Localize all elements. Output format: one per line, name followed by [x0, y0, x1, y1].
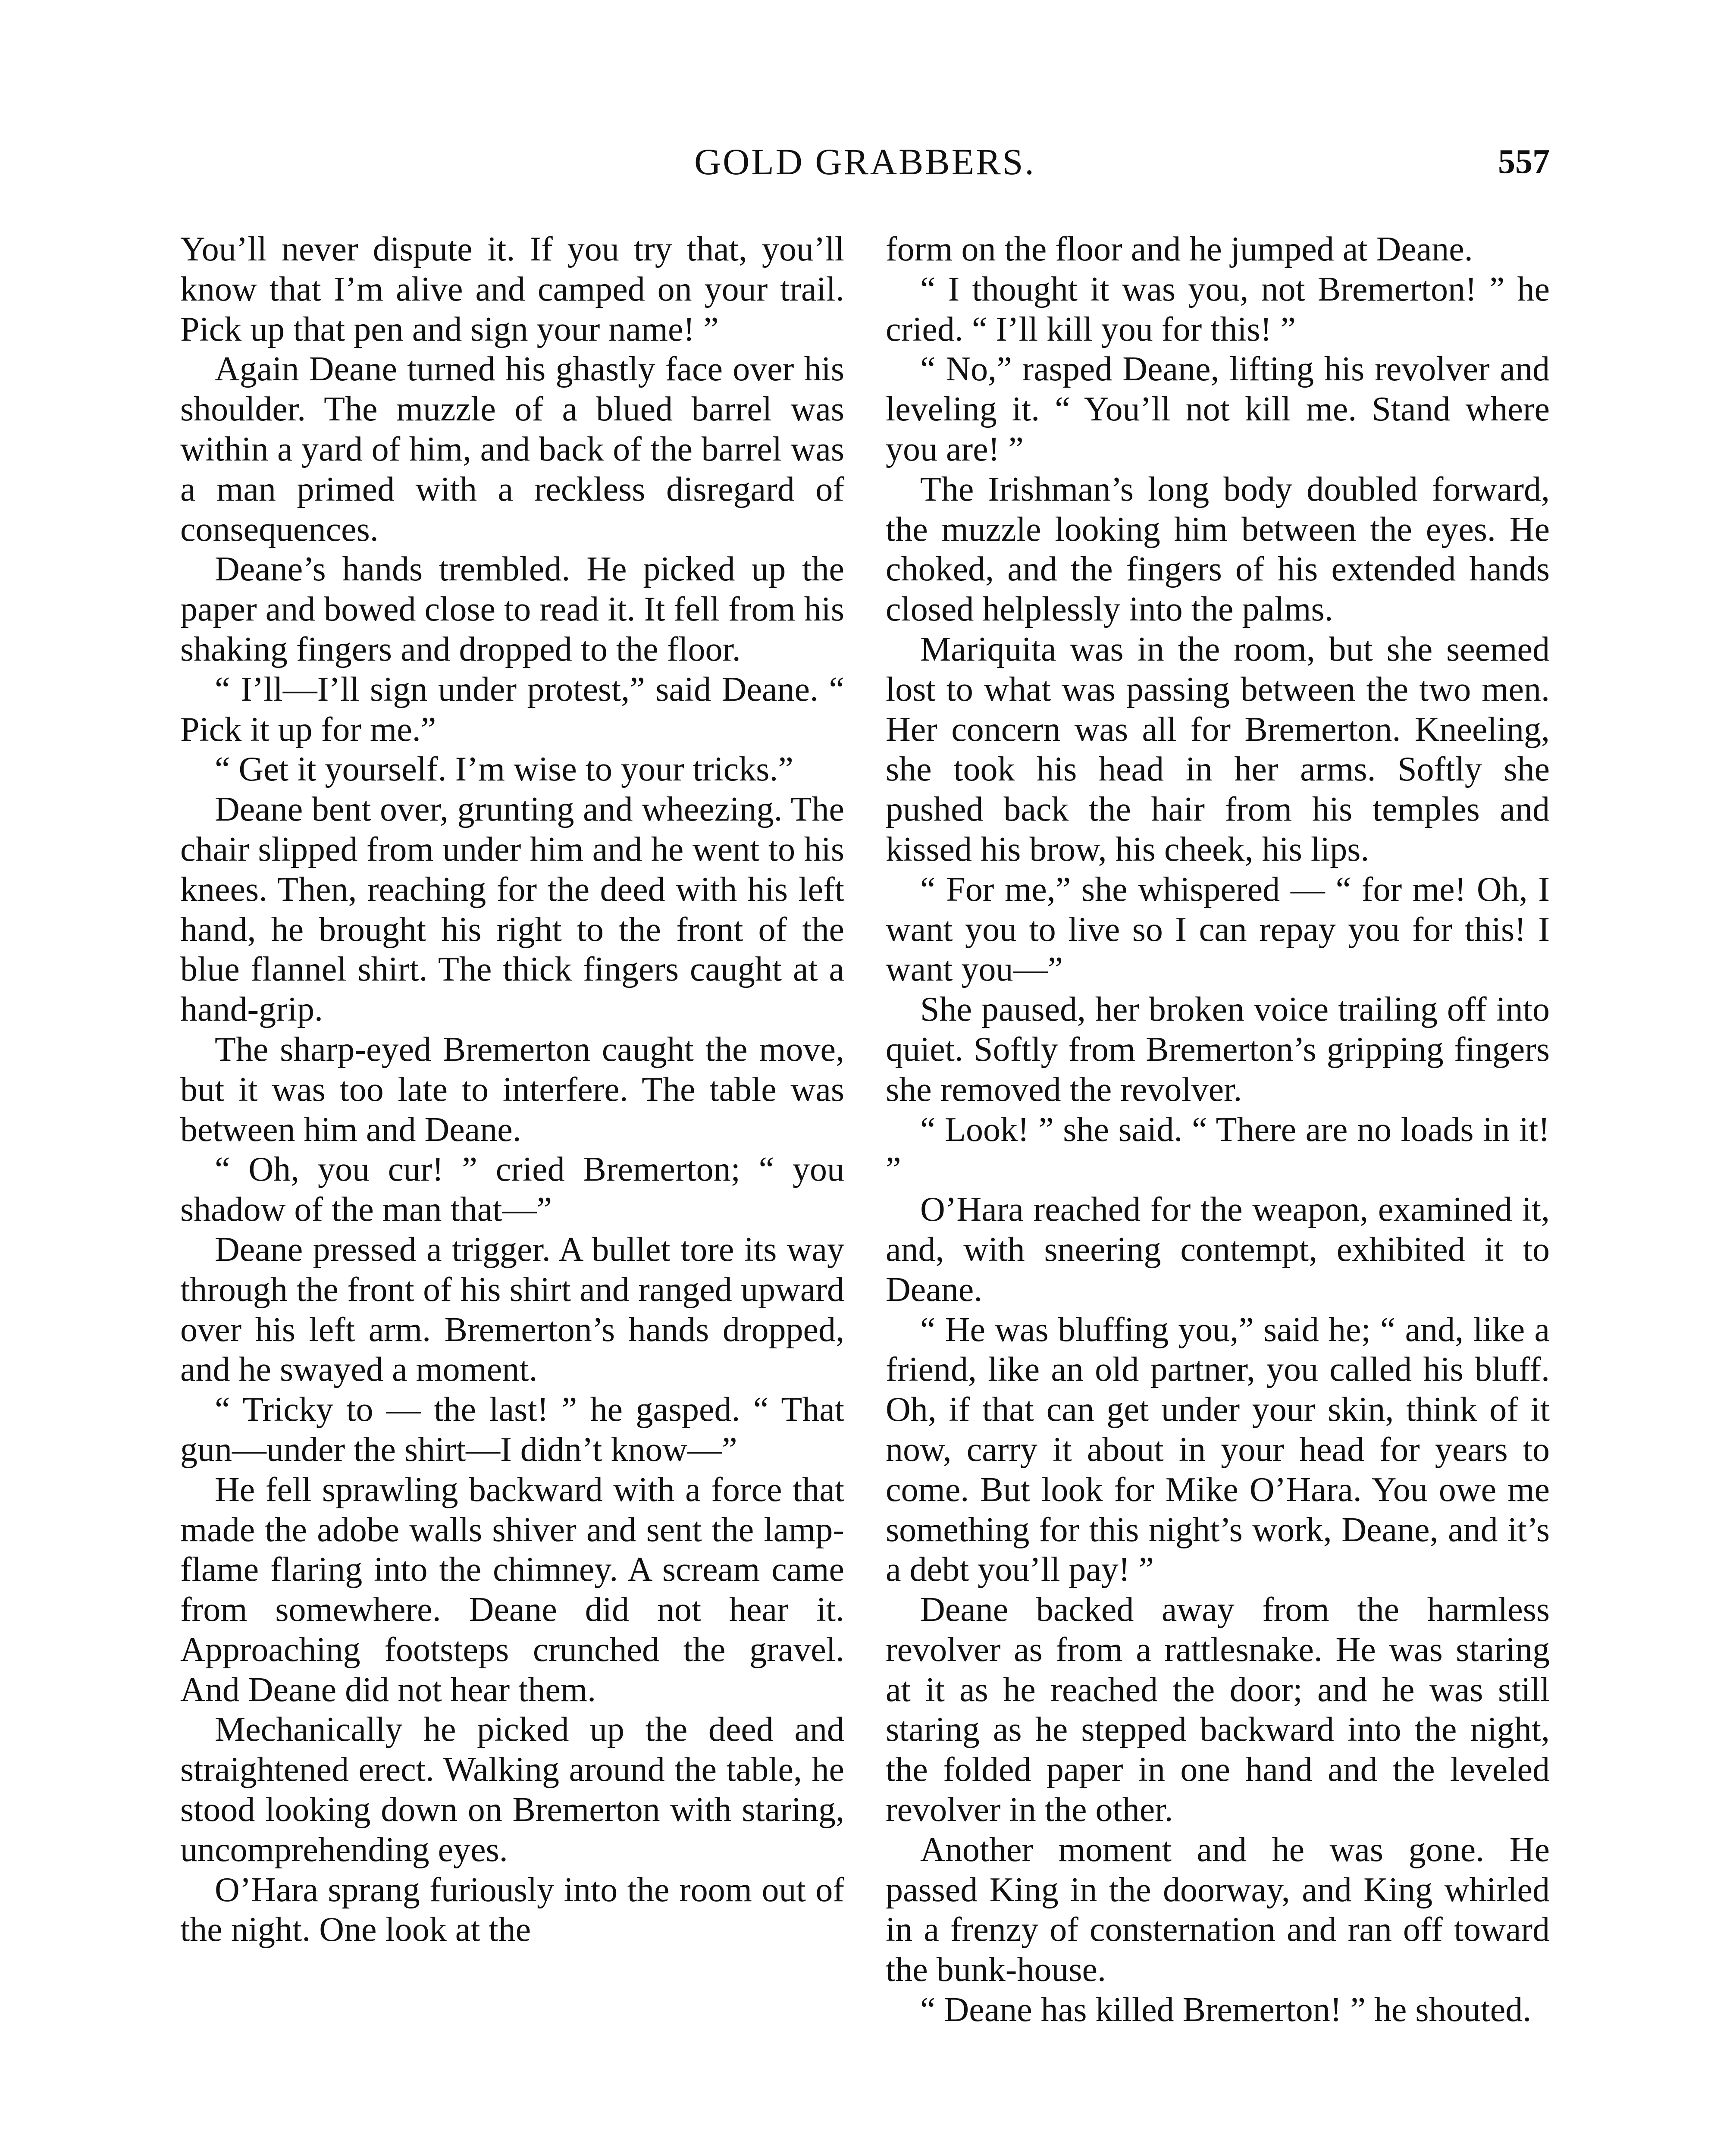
- paragraph: “ Tricky to — the last! ” he gasped. “ That gun—under the shirt—I didn’t know—”: [180, 1391, 844, 1469]
- paragraph: The sharp-eyed Bremerton caught the move, but it was too late to interfere. The table was between him and Deane.: [180, 1030, 844, 1149]
- paragraph: “ I thought it was you, not Bremerton! ” he cried. “ I’ll kill you for this! ”: [886, 270, 1550, 348]
- paragraph: “ Oh, you cur! ” cried Bremerton; “ you shadow of the man that—”: [180, 1150, 844, 1229]
- paragraph: Another moment and he was gone. He passed King in the doorway, and King whirled in a frenzy of consternation and ran off toward the bunk-house.: [886, 1830, 1550, 1989]
- paragraph: You’ll never dispute it. If you try that, you’ll know that I’m alive and camped on your trail. Pick up that pen and sign your name! ”: [180, 230, 844, 348]
- paragraph: “ Deane has killed Bremerton! ” he shouted.: [920, 1991, 1532, 2029]
- paragraph: “ I’ll—I’ll sign under protest,” said Deane. “ Pick it up for me.”: [180, 670, 844, 749]
- paragraph: Mechanically he picked up the deed and straightened erect. Walking around the table, he stood looking down on Bremerton with staring, uncomprehending eyes.: [180, 1711, 844, 1869]
- right-column: [886, 229, 1550, 2030]
- paragraph: The Irishman’s long body doubled forward, the muzzle looking him between the eyes. He choked, and the fingers of his extended hands closed helplessly into the palms.: [886, 470, 1550, 629]
- paragraph: Deane backed away from the harmless revolver as from a rattlesnake. He was staring at it as he reached the door; and he was still staring as he stepped backward into the night, the folded paper in one hand and the leveled revolver in the other.: [886, 1591, 1550, 1829]
- paragraph: “ Get it yourself. I’m wise to your tricks.”: [215, 750, 793, 789]
- left-column: [180, 229, 844, 1950]
- paragraph: He fell sprawling backward with a force that made the adobe walls shiver and sent the lamp-flame flaring into the chimney. A scream came from somewhere. Deane did not hear it. Approaching footsteps crunched the gravel. And Deane did not hear them.: [180, 1470, 844, 1709]
- paragraph: “ No,” rasped Deane, lifting his revolver and leveling it. “ You’ll not kill me. Stand where you are! ”: [886, 350, 1550, 468]
- paragraph: form on the floor and he jumped at Deane.: [886, 230, 1473, 268]
- page-number: 557: [1498, 143, 1550, 181]
- paragraph: She paused, her broken voice trailing off into quiet. Softly from Bremerton’s gripping fingers she removed the revolver.: [886, 990, 1550, 1109]
- paragraph: O’Hara reached for the weapon, examined it, and, with sneering contempt, exhibited it to Deane.: [886, 1191, 1550, 1309]
- paragraph: “ Look! ” she said. “ There are no loads in it! ”: [886, 1110, 1550, 1189]
- running-title: GOLD GRABBERS.: [694, 141, 1036, 182]
- paragraph: Mariquita was in the room, but she seemed lost to what was passing between the two men. Her concern was all for Bremerton. Kneeling, she took his head in her arms. Softly she pushed back the hair from his temples and kissed his brow, his cheek, his lips.: [886, 630, 1550, 868]
- paragraph: “ For me,” she whispered — “ for me! Oh, I want you to live so I can repay you for this! I want you—”: [886, 870, 1550, 989]
- paragraph: Deane bent over, grunting and wheezing. The chair slipped from under him and he went to his knees. Then, reaching for the deed with his left hand, he brought his right to the front of the blue flannel shirt. The thick fingers caught at a hand-grip.: [180, 790, 844, 1029]
- page-header: [180, 138, 1550, 185]
- paragraph: O’Hara sprang furiously into the room out of the night. One look at the: [180, 1871, 844, 1949]
- paragraph: Deane pressed a trigger. A bullet tore its way through the front of his shirt and ranged upward over his left arm. Bremerton’s hands dropped, and he swayed a moment.: [180, 1230, 844, 1389]
- paragraph: “ He was bluffing you,” said he; “ and, like a friend, like an old partner, you called his bluff. Oh, if that can get under your skin, think of it now, carry it about in your head for years to come. But look for Mike O’Hara. You owe me something for this night’s work, Deane, and it’s a debt you’ll pay! ”: [886, 1310, 1550, 1589]
- paragraph: Deane’s hands trembled. He picked up the paper and bowed close to read it. It fell from his shaking fingers and dropped to the floor.: [180, 550, 844, 668]
- paragraph: Again Deane turned his ghastly face over his shoulder. The muzzle of a blued barrel was within a yard of him, and back of the barrel was a man primed with a reckless disregard of consequences.: [180, 350, 844, 548]
